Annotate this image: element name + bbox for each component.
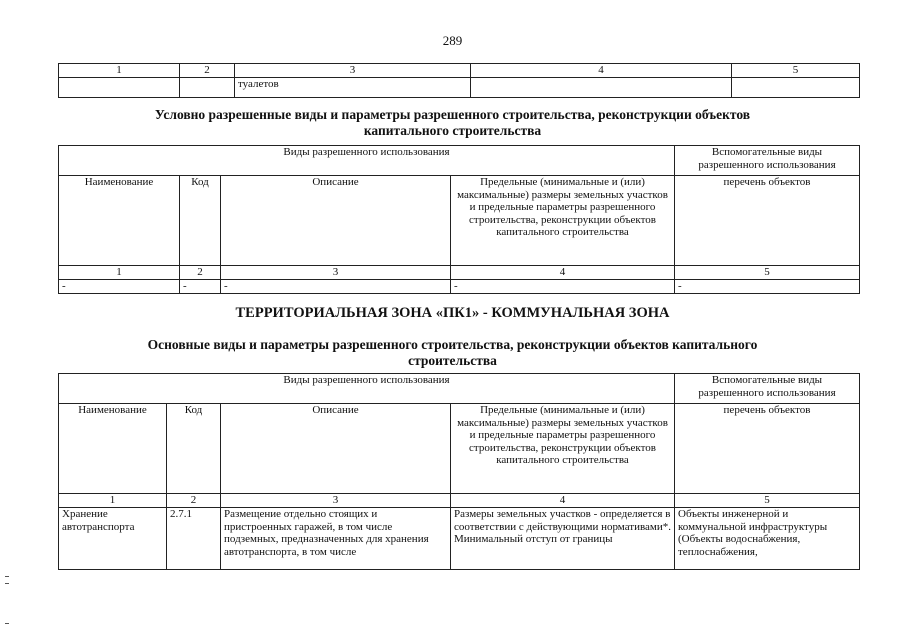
empty-cell: -: [451, 280, 675, 294]
column-number: 1: [59, 64, 180, 78]
column-number-row: 1 2 3 4 5: [59, 266, 860, 280]
empty-cell: -: [221, 280, 451, 294]
group-header-main: Виды разрешенного использования: [59, 374, 675, 404]
empty-cell: -: [59, 280, 180, 294]
column-header-name: Наименование: [59, 404, 167, 494]
column-header-code: Код: [180, 176, 221, 266]
conditional-heading: Условно разрешенные виды и параметры разрешенного строительства, реконструкции объектов капитального строительства: [154, 107, 751, 138]
column-header-objects: перечень объектов: [675, 404, 860, 494]
continued-cell: туалетов: [235, 77, 471, 97]
margin-mark: [5, 576, 9, 577]
table-row: [59, 280, 860, 294]
empty-cell: -: [180, 280, 221, 294]
column-header-description: Описание: [221, 404, 451, 494]
column-header-code: Код: [167, 404, 221, 494]
main-heading: Основные виды и параметры разрешенного строительства, реконструкции объектов капитального строительства: [147, 337, 758, 368]
use-params-cell: Размеры земельных участков - определяется в соответствии с действующими нормативами*. Минимальный отступ от границы: [451, 508, 675, 570]
table-row: [59, 77, 860, 97]
column-number: 3: [235, 64, 471, 78]
table-header-row: [59, 146, 860, 176]
margin-mark: [5, 623, 9, 624]
table-header-row: [59, 176, 860, 266]
continuation-table: [58, 63, 860, 98]
page-number: 289: [442, 33, 463, 48]
empty-cell: -: [675, 280, 860, 294]
main-uses-table: [58, 373, 860, 570]
use-objects-cell: Объекты инженерной и коммунальной инфраструктуры (Объекты водоснабжения, теплоснабжения,: [675, 508, 860, 570]
margin-mark: [5, 583, 9, 584]
column-header-params: Предельные (минимальные и (или) максимальные) размеры земельных участков и предельные параметры разрешенного строительства, реконструкции объектов капитального строительства: [451, 404, 675, 494]
column-number: 4: [471, 64, 732, 78]
zone-title: ТЕРРИТОРИАЛЬНАЯ ЗОНА «ПК1» - КОММУНАЛЬНАЯ ЗОНА: [235, 305, 670, 321]
column-header-name: Наименование: [59, 176, 180, 266]
column-header-description: Описание: [221, 176, 451, 266]
table-header-row: [59, 374, 860, 404]
group-header-aux: Вспомогательные виды разрешенного использования: [675, 146, 860, 176]
table-header-row: [59, 404, 860, 494]
column-number: 2: [180, 64, 235, 78]
column-number: 5: [732, 64, 860, 78]
column-number-row: 1 2 3 4 5: [59, 494, 860, 508]
use-name-cell: Хранение автотранспорта: [59, 508, 167, 570]
table-row: [59, 508, 860, 570]
conditional-uses-table: [58, 145, 860, 294]
group-header-main: Виды разрешенного использования: [59, 146, 675, 176]
group-header-aux: Вспомогательные виды разрешенного использования: [675, 374, 860, 404]
column-header-params: Предельные (минимальные и (или) максимальные) размеры земельных участков и предельные параметры разрешенного строительства, реконструкции объектов капитального строительства: [451, 176, 675, 266]
use-description-cell: Размещение отдельно стоящих и пристроенных гаражей, в том числе подземных, предназначенных для хранения автотранспорта, в том числе: [221, 508, 451, 570]
table-row: [59, 64, 860, 78]
column-header-objects: перечень объектов: [675, 176, 860, 266]
use-code-cell: 2.7.1: [167, 508, 221, 570]
